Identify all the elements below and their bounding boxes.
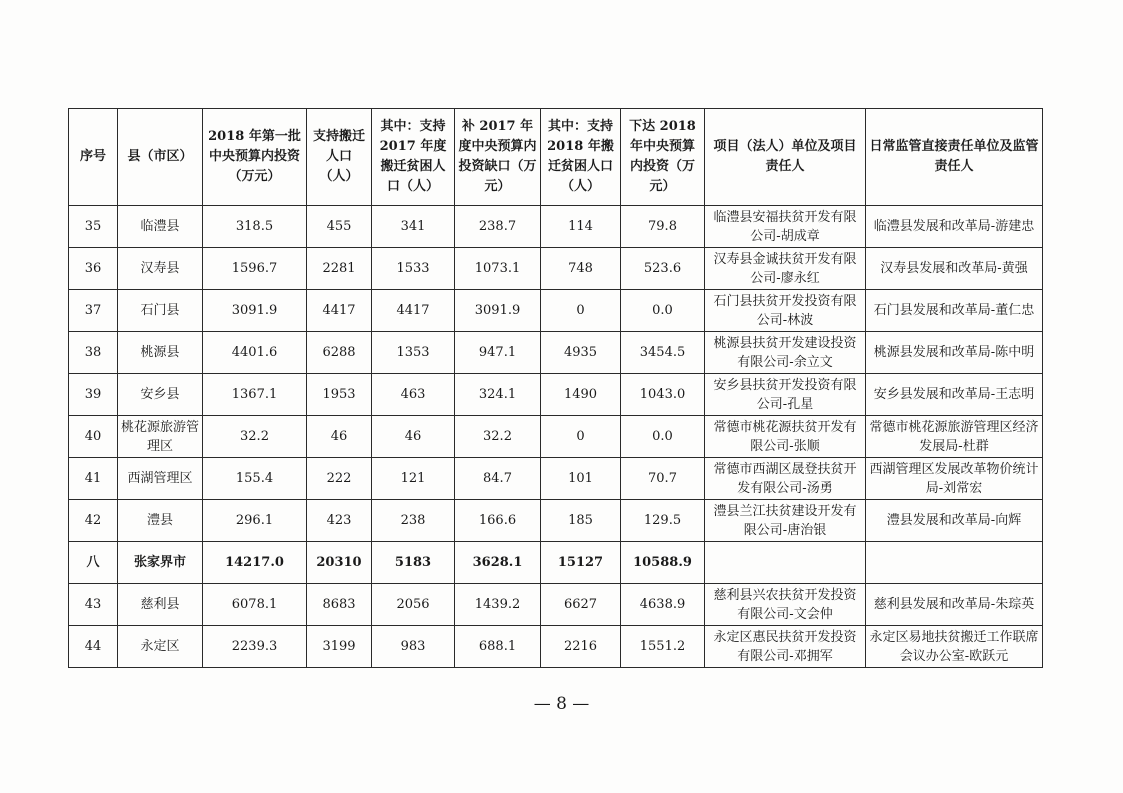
cell-population: 20310 <box>307 542 372 584</box>
cell-population-2018: 101 <box>541 458 621 500</box>
cell-population: 3199 <box>307 626 372 668</box>
cell-gap-2017: 947.1 <box>455 332 541 374</box>
cell-population-2018: 185 <box>541 500 621 542</box>
cell-investment-2018: 0.0 <box>621 416 705 458</box>
table-row <box>69 290 1043 332</box>
cell-supervisor: 临澧县发展和改革局-游建忠 <box>866 206 1043 248</box>
cell-population: 2281 <box>307 248 372 290</box>
cell-gap-2017: 3091.9 <box>455 290 541 332</box>
header-investment: 2018 年第一批中央预算内投资（万元） <box>203 109 307 206</box>
cell-serial: 37 <box>69 290 118 332</box>
table-header-row <box>69 109 1043 206</box>
header-population-2017: 其中：支持 2017 年度搬迁贫困人口（人） <box>372 109 455 206</box>
cell-county: 慈利县 <box>118 584 203 626</box>
cell-investment: 6078.1 <box>203 584 307 626</box>
header-serial: 序号 <box>69 109 118 206</box>
cell-investment-2018: 10588.9 <box>621 542 705 584</box>
cell-project-unit: 常德市西湖区晟登扶贫开发有限公司-汤勇 <box>705 458 866 500</box>
cell-supervisor: 澧县发展和改革局-向辉 <box>866 500 1043 542</box>
cell-county: 安乡县 <box>118 374 203 416</box>
cell-supervisor: 慈利县发展和改革局-朱琮英 <box>866 584 1043 626</box>
cell-project-unit: 永定区惠民扶贫开发投资有限公司-邓拥军 <box>705 626 866 668</box>
cell-serial: 35 <box>69 206 118 248</box>
cell-serial: 41 <box>69 458 118 500</box>
cell-gap-2017: 166.6 <box>455 500 541 542</box>
table-row <box>69 500 1043 542</box>
cell-population: 455 <box>307 206 372 248</box>
header-county: 县（市区） <box>118 109 203 206</box>
table-row <box>69 248 1043 290</box>
cell-population-2017: 2056 <box>372 584 455 626</box>
table-row <box>69 458 1043 500</box>
cell-population-2017: 1533 <box>372 248 455 290</box>
cell-population-2018: 748 <box>541 248 621 290</box>
cell-project-unit: 常德市桃花源扶贫开发有限公司-张顺 <box>705 416 866 458</box>
header-investment-2018: 下达 2018 年中央预算内投资（万元） <box>621 109 705 206</box>
cell-investment: 1596.7 <box>203 248 307 290</box>
header-population-2018: 其中：支持 2018 年搬迁贫困人口（人） <box>541 109 621 206</box>
cell-population: 4417 <box>307 290 372 332</box>
cell-investment-2018: 70.7 <box>621 458 705 500</box>
cell-supervisor: 常德市桃花源旅游管理区经济发展局-杜群 <box>866 416 1043 458</box>
cell-population-2018: 6627 <box>541 584 621 626</box>
cell-population-2017: 341 <box>372 206 455 248</box>
table-body <box>69 206 1043 668</box>
table-row <box>69 626 1043 668</box>
cell-serial: 43 <box>69 584 118 626</box>
cell-supervisor: 石门县发展和改革局-董仁忠 <box>866 290 1043 332</box>
header-gap-2017: 补 2017 年度中央预算内投资缺口（万元） <box>455 109 541 206</box>
cell-gap-2017: 324.1 <box>455 374 541 416</box>
cell-supervisor: 汉寿县发展和改革局-黄强 <box>866 248 1043 290</box>
cell-investment: 155.4 <box>203 458 307 500</box>
cell-gap-2017: 84.7 <box>455 458 541 500</box>
cell-investment: 318.5 <box>203 206 307 248</box>
cell-gap-2017: 1439.2 <box>455 584 541 626</box>
cell-population: 46 <box>307 416 372 458</box>
cell-population-2017: 983 <box>372 626 455 668</box>
cell-investment-2018: 3454.5 <box>621 332 705 374</box>
cell-county: 临澧县 <box>118 206 203 248</box>
cell-population-2017: 5183 <box>372 542 455 584</box>
table-row <box>69 584 1043 626</box>
cell-investment: 2239.3 <box>203 626 307 668</box>
cell-population-2017: 1353 <box>372 332 455 374</box>
cell-investment: 14217.0 <box>203 542 307 584</box>
cell-investment: 296.1 <box>203 500 307 542</box>
cell-population-2018: 114 <box>541 206 621 248</box>
cell-supervisor: 安乡县发展和改革局-王志明 <box>866 374 1043 416</box>
cell-county: 永定区 <box>118 626 203 668</box>
table-row <box>69 374 1043 416</box>
cell-project-unit: 澧县兰江扶贫建设开发有限公司-唐治银 <box>705 500 866 542</box>
cell-serial: 38 <box>69 332 118 374</box>
cell-serial: 44 <box>69 626 118 668</box>
cell-investment: 1367.1 <box>203 374 307 416</box>
cell-investment: 3091.9 <box>203 290 307 332</box>
cell-gap-2017: 1073.1 <box>455 248 541 290</box>
cell-county: 西湖管理区 <box>118 458 203 500</box>
cell-population: 6288 <box>307 332 372 374</box>
cell-serial: 36 <box>69 248 118 290</box>
cell-investment-2018: 1551.2 <box>621 626 705 668</box>
cell-project-unit <box>705 542 866 584</box>
cell-investment: 32.2 <box>203 416 307 458</box>
cell-investment-2018: 129.5 <box>621 500 705 542</box>
cell-gap-2017: 238.7 <box>455 206 541 248</box>
cell-serial: 42 <box>69 500 118 542</box>
cell-population-2018: 4935 <box>541 332 621 374</box>
cell-supervisor <box>866 542 1043 584</box>
table-row <box>69 542 1043 584</box>
cell-population-2018: 15127 <box>541 542 621 584</box>
cell-serial: 39 <box>69 374 118 416</box>
cell-population-2017: 46 <box>372 416 455 458</box>
cell-population: 8683 <box>307 584 372 626</box>
cell-investment-2018: 0.0 <box>621 290 705 332</box>
header-project-unit: 项目（法人）单位及项目责任人 <box>705 109 866 206</box>
cell-population-2017: 463 <box>372 374 455 416</box>
cell-project-unit: 慈利县兴农扶贫开发投资有限公司-文会仲 <box>705 584 866 626</box>
header-relocated-population: 支持搬迁人口（人） <box>307 109 372 206</box>
cell-gap-2017: 3628.1 <box>455 542 541 584</box>
cell-population-2017: 238 <box>372 500 455 542</box>
table-row <box>69 206 1043 248</box>
investment-table <box>68 108 1043 668</box>
cell-county: 张家界市 <box>118 542 203 584</box>
cell-county: 汉寿县 <box>118 248 203 290</box>
cell-population-2017: 121 <box>372 458 455 500</box>
cell-investment: 4401.6 <box>203 332 307 374</box>
cell-project-unit: 汉寿县金诚扶贫开发有限公司-廖永红 <box>705 248 866 290</box>
cell-project-unit: 桃源县扶贫开发建设投资有限公司-余立文 <box>705 332 866 374</box>
cell-population-2018: 1490 <box>541 374 621 416</box>
cell-serial: 40 <box>69 416 118 458</box>
cell-supervisor: 西湖管理区发展改革物价统计局-刘常宏 <box>866 458 1043 500</box>
cell-serial: 八 <box>69 542 118 584</box>
cell-population-2018: 0 <box>541 290 621 332</box>
cell-population: 1953 <box>307 374 372 416</box>
cell-population-2018: 0 <box>541 416 621 458</box>
cell-population-2018: 2216 <box>541 626 621 668</box>
cell-population-2017: 4417 <box>372 290 455 332</box>
cell-gap-2017: 688.1 <box>455 626 541 668</box>
cell-investment-2018: 1043.0 <box>621 374 705 416</box>
cell-gap-2017: 32.2 <box>455 416 541 458</box>
header-supervisor: 日常监管直接责任单位及监管责任人 <box>866 109 1043 206</box>
cell-county: 石门县 <box>118 290 203 332</box>
cell-supervisor: 桃源县发展和改革局-陈中明 <box>866 332 1043 374</box>
cell-investment-2018: 523.6 <box>621 248 705 290</box>
cell-county: 桃花源旅游管理区 <box>118 416 203 458</box>
cell-county: 澧县 <box>118 500 203 542</box>
cell-investment-2018: 79.8 <box>621 206 705 248</box>
table-row <box>69 332 1043 374</box>
cell-population: 222 <box>307 458 372 500</box>
cell-supervisor: 永定区易地扶贫搬迁工作联席会议办公室-欧跃元 <box>866 626 1043 668</box>
table-row <box>69 416 1043 458</box>
page-number: — 8 — <box>533 694 590 714</box>
cell-investment-2018: 4638.9 <box>621 584 705 626</box>
cell-population: 423 <box>307 500 372 542</box>
cell-project-unit: 安乡县扶贫开发投资有限公司-孔星 <box>705 374 866 416</box>
cell-project-unit: 临澧县安福扶贫开发有限公司-胡成章 <box>705 206 866 248</box>
cell-county: 桃源县 <box>118 332 203 374</box>
cell-project-unit: 石门县扶贫开发投资有限公司-林波 <box>705 290 866 332</box>
